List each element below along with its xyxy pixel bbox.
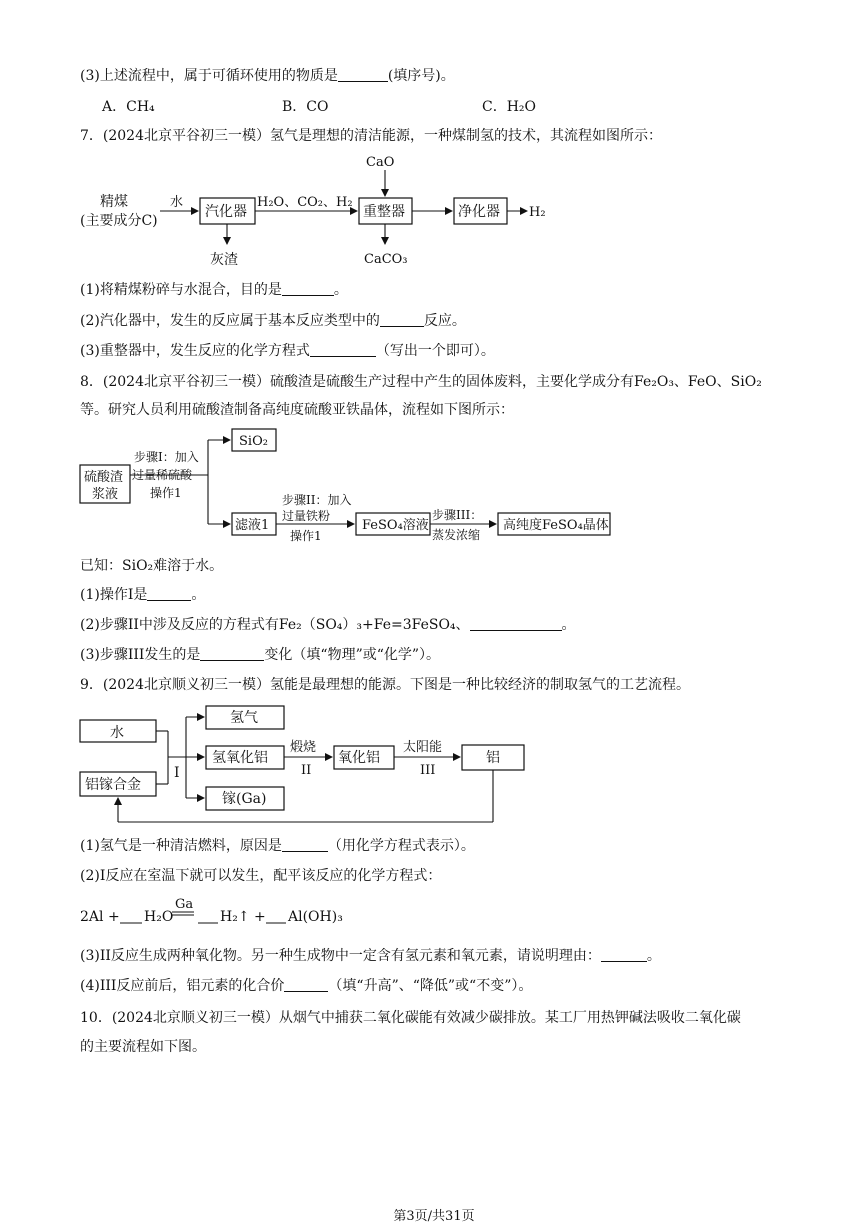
q9-part1: (1)氢气是一种清洁燃料，原因是 （用化学方程式表示）。 <box>80 838 475 854</box>
step-i-label: I <box>174 765 180 781</box>
answer-blank[interactable] <box>601 947 647 962</box>
q6-option-b[interactable]: B．CO <box>282 99 329 115</box>
step2-label-3: 操作1 <box>290 529 322 543</box>
ash-label: 灰渣 <box>210 252 238 268</box>
q6-option-c[interactable]: C．H₂O <box>482 99 537 115</box>
slurry-label-1: 硫酸渣 <box>84 470 124 485</box>
coal-component-label: (主要成分C) <box>80 213 158 229</box>
q10-stem-line1: 10．(2024北京顺义初三一模）从烟气中捕获二氧化碳能有效减少碳排放。某工厂用热钾碱法吸收二氧化碳 <box>80 1010 741 1026</box>
slurry-label-2: 浆液 <box>92 487 119 502</box>
q7-part1: (1)将精煤粉碎与水混合，目的是 。 <box>80 282 348 298</box>
h2-product-label: H₂ <box>529 205 546 220</box>
water-box-label: 水 <box>110 725 124 741</box>
eq-h2o: H₂O <box>144 909 174 925</box>
q10-stem-line2: 的主要流程如下图。 <box>80 1039 206 1055</box>
q8-part3: (3)步骤III发生的是 变化（填“物理”或“化学”）。 <box>80 647 441 663</box>
eq-lhs: 2Al + <box>80 909 120 925</box>
q9-part4: (4)III反应前后，铝元素的化合价 （填“升高”、“降低”或“不变”）。 <box>80 978 533 994</box>
step-ii-label: II <box>301 763 312 778</box>
step3-label-1: 步骤III： <box>432 508 483 522</box>
alloy-label: 铝镓合金 <box>85 777 141 793</box>
q7-stem: 7．(2024北京平谷初三一模）氢气是理想的清洁能源，一种煤制氢的技术，其流程如图所示： <box>80 128 662 144</box>
filtrate-label: 滤液1 <box>235 518 270 533</box>
eq-h2: H₂↑ + <box>220 909 266 925</box>
step2-label-1: 步骤II：加入 <box>282 493 352 507</box>
gases-label: H₂O、CO₂、H₂ <box>257 195 353 210</box>
q7-part3: (3)重整器中，发生反应的化学方程式 （写出一个即可）。 <box>80 343 495 359</box>
solar-label: 太阳能 <box>403 740 443 755</box>
purifier-label: 净化器 <box>458 204 500 220</box>
q8-part2: (2)步骤II中涉及反应的方程式有Fe₂（SO₄）₃+Fe=3FeSO₄、 。 <box>80 617 576 633</box>
step1-label-3: 操作1 <box>150 486 182 500</box>
step2-label-2: 过量铁粉 <box>282 509 331 523</box>
q6-option-a[interactable]: A．CH₄ <box>102 99 155 115</box>
q9-stem: 9．(2024北京顺义初三一模）氢能是最理想的能源。下图是一种比较经济的制取氢气的工艺流程。 <box>80 677 690 693</box>
page-number: 第3页/共31页 <box>393 1209 475 1224</box>
eq-product: Al(OH)₃ <box>288 909 343 925</box>
q8-stem-line2: 等。研究人员利用硫酸渣制备高纯度硫酸亚铁晶体，流程如下图所示： <box>80 402 514 418</box>
q8-part1: (1)操作I是 。 <box>80 587 206 603</box>
reformer-label: 重整器 <box>363 204 405 220</box>
answer-blank[interactable] <box>284 977 328 992</box>
coal-label: 精煤 <box>100 194 128 210</box>
step-iii-label: III <box>420 763 436 778</box>
step1-label-1: 步骤I：加入 <box>134 450 199 464</box>
water-label: 水 <box>170 195 184 210</box>
q8-stem-line1: 8．(2024北京平谷初三一模）硫酸渣是硫酸生产过程中产生的固体废料，主要化学成分有Fe₂O₃、FeO、SiO₂ <box>80 374 762 390</box>
al-hydroxide-label: 氢氧化铝 <box>212 750 268 766</box>
alumina-label: 氧化铝 <box>338 750 380 766</box>
q9-part2: (2)I反应在室温下就可以发生，配平该反应的化学方程式： <box>80 868 442 884</box>
aluminum-label: 铝 <box>486 750 500 766</box>
calcine-label: 煅烧 <box>290 740 317 755</box>
product-label: 高纯度FeSO₄晶体 <box>503 518 609 533</box>
cao-label: CaO <box>366 155 395 170</box>
q8-known: 已知：SiO₂难溶于水。 <box>80 558 224 574</box>
caco3-label: CaCO₃ <box>364 252 408 267</box>
step1-label-2: 过量稀硫酸 <box>132 468 193 482</box>
q7-part2: (2)汽化器中，发生的反应属于基本反应类型中的 反应。 <box>80 313 466 329</box>
step3-label-2: 蒸发浓缩 <box>432 528 481 542</box>
gallium-label: 镓(Ga) <box>222 791 267 807</box>
q6-part3: (3)上述流程中，属于可循环使用的物质是 (填序号)。 <box>80 68 455 84</box>
hydrogen-label: 氢气 <box>230 710 258 726</box>
sio2-label: SiO₂ <box>239 434 268 449</box>
feso4-solution-label: FeSO₄溶液 <box>362 518 429 533</box>
gasifier-label: 汽化器 <box>205 204 247 220</box>
q9-part3: (3)II反应生成两种氧化物。另一种生成物中一定含有氢元素和氧元素，请说明理由： 。 <box>80 948 661 964</box>
eq-catalyst: Ga <box>175 897 194 912</box>
